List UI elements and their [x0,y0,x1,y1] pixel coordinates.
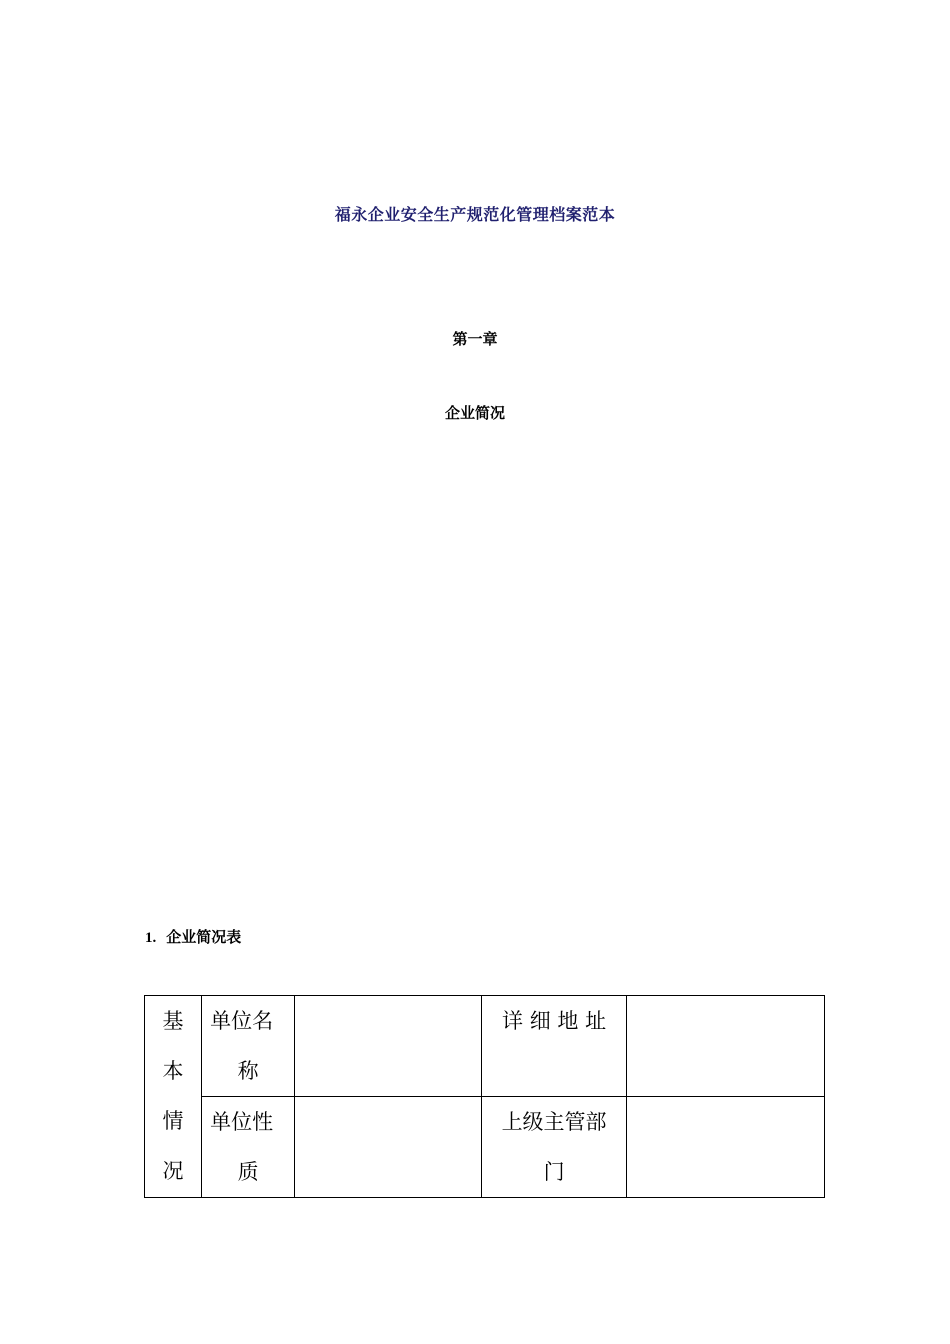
section-number: 1. [145,930,157,946]
side-header-char: 情 [162,1109,184,1133]
section-title: 企业简况表 [166,928,242,946]
supervisor-value-cell[interactable] [626,1097,824,1198]
side-header-char: 本 [162,1059,184,1083]
chapter-name: 企业简况 [444,404,505,422]
unit-nature-label-line1: 单位性 [210,1110,274,1134]
unit-nature-label-cell [202,1097,295,1198]
supervisor-label-line2: 门 [543,1160,565,1184]
address-label-cell [482,996,626,1097]
unit-nature-value-cell[interactable] [295,1097,482,1198]
side-header-char: 基 [162,1009,184,1033]
address-label: 详 细 地 址 [502,1009,607,1033]
unit-nature-label-line2: 质 [237,1160,259,1184]
side-header-char: 况 [162,1159,184,1183]
unit-name-label-cell [202,996,295,1097]
supervisor-label-cell [482,1097,626,1198]
table-row [145,996,825,1097]
enterprise-info-table [144,995,825,1198]
unit-name-label-line1: 单位名 [210,1009,274,1033]
address-value-cell[interactable] [626,996,824,1097]
unit-name-label-line2: 称 [237,1059,259,1083]
side-header-cell [145,996,202,1198]
chapter-number: 第一章 [452,330,498,348]
supervisor-label-line1: 上级主管部 [501,1110,607,1134]
table-row [145,1097,825,1198]
document-title: 福永企业安全生产规范化管理档案范本 [334,205,616,224]
unit-name-value-cell[interactable] [295,996,482,1097]
section-heading [145,926,241,947]
